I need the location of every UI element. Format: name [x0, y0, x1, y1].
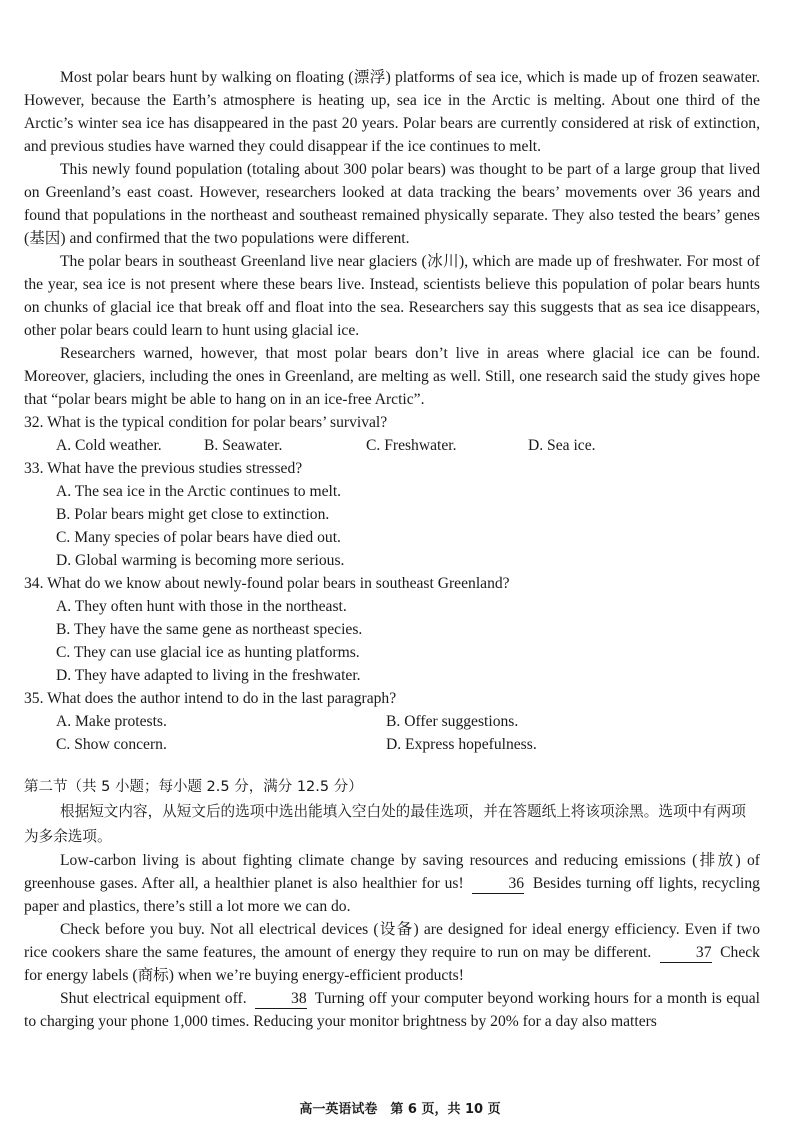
blank-37: 37 — [660, 944, 712, 963]
option-c: C. They can use glacial ice as hunting platforms. — [56, 644, 360, 661]
cloze-text: Shut electrical equipment off. — [60, 990, 247, 1007]
page-footer: 高一英语试卷 第 6 页，共 10 页 — [299, 1102, 501, 1117]
question-33-stem: 33. What have the previous studies stressed? — [24, 460, 303, 477]
option-d: D. Sea ice. — [528, 437, 596, 454]
cloze-text: Check for energy labels (商标) when we’re buying energy-efficient products! — [24, 944, 760, 984]
blank-36: 36 — [472, 875, 524, 894]
section-2-instruction: 根据短文内容，从短文后的选项中选出能填入空白处的最佳选项，并在答题纸上将该项涂黑。选项中有两项为多余选项。 — [24, 803, 746, 845]
cloze-text: Check before you buy. Not all electrical devices (设备) are designed for ideal energy efficiency. Even if two rice cookers share the same features, the amount of energy they require to run on may be different. — [24, 921, 760, 961]
cloze-text: Besides turning off lights, recycling paper and plastics, there’s still a lot more we can do. — [24, 875, 760, 915]
option-b: B. Polar bears might get close to extinction. — [56, 506, 330, 523]
passage-paragraph-2: This newly found population (totaling about 300 polar bears) was thought to be part of a large group that lived on Greenland’s east coast. However, researchers looked at data tracking the bears’ movements over 36 years and found that populations in the northeast and southeast remained physically separate. They also tested the bears’ genes (基因) and confirmed that the two populations were different. — [24, 161, 760, 247]
option-d: D. They have adapted to living in the freshwater. — [56, 667, 361, 684]
cloze-paragraph-1 — [24, 849, 760, 918]
option-b: B. Offer suggestions. — [386, 713, 519, 730]
option-a: A. Cold weather. — [56, 437, 162, 454]
option-d: D. Global warming is becoming more serious. — [56, 552, 345, 569]
blank-38: 38 — [255, 990, 307, 1009]
option-d: D. Express hopefulness. — [386, 736, 537, 753]
question-35-options-row-1 — [24, 710, 760, 733]
option-b: B. They have the same gene as northeast species. — [56, 621, 363, 638]
question-32-stem: 32. What is the typical condition for polar bears’ survival? — [24, 414, 388, 431]
cloze-paragraph-2 — [24, 918, 760, 987]
cloze-paragraph-3 — [24, 987, 760, 1033]
option-b: B. Seawater. — [204, 437, 283, 454]
option-c: C. Show concern. — [56, 736, 167, 753]
question-34-stem: 34. What do we know about newly-found polar bears in southeast Greenland? — [24, 575, 510, 592]
option-a: A. The sea ice in the Arctic continues to melt. — [56, 483, 342, 500]
cloze-text: Turning off your computer beyond working hours for a month is equal to charging your phone 1,000 times. Reducing your monitor brightness by 20% for a day also matters — [24, 990, 761, 1030]
passage-paragraph-1: Most polar bears hunt by walking on floating (漂浮) platforms of sea ice, which is made up of frozen seawater. However, because the Earth’s atmosphere is heating up, sea ice in the Arctic is melting. About one third of the Arctic’s winter sea ice has disappeared in the past 20 years. Polar bears are currently considered at risk of extinction, and previous studies have warned they could disappear if the ice continues to melt. — [24, 69, 760, 155]
option-a: A. Make protests. — [56, 713, 167, 730]
passage-paragraph-3: The polar bears in southeast Greenland live near glaciers (冰川), which are made up of freshwater. For most of the year, sea ice is not present where these bears live. Instead, scientists believe this population of polar bears hunts on chunks of glacial ice that break off and float into the sea. Researchers say this suggests that as sea ice disappears, other polar bears could learn to hunt using glacial ice. — [24, 253, 760, 339]
option-c: C. Many species of polar bears have died out. — [56, 529, 341, 546]
question-32-options — [24, 434, 760, 457]
question-35-stem: 35. What does the author intend to do in the last paragraph? — [24, 690, 397, 707]
section-2-heading: 第二节（共 5 小题；每小题 2.5 分，满分 12.5 分） — [24, 779, 363, 795]
exam-page — [24, 66, 760, 1033]
question-35-options-row-2 — [24, 733, 760, 756]
option-c: C. Freshwater. — [366, 437, 457, 454]
cloze-text: Low-carbon living is about fighting climate change by saving resources and reducing emissions (排放) of greenhouse gases. After all, a healthier planet is also healthier for us! — [24, 852, 760, 892]
option-a: A. They often hunt with those in the northeast. — [56, 598, 347, 615]
passage-paragraph-4: Researchers warned, however, that most polar bears don’t live in areas where glacial ice can be found. Moreover, glaciers, including the ones in Greenland, are melting as well. Still, one research said the study gives hope that “polar bears might be able to hang on in an ice-free Arctic”. — [24, 345, 760, 408]
